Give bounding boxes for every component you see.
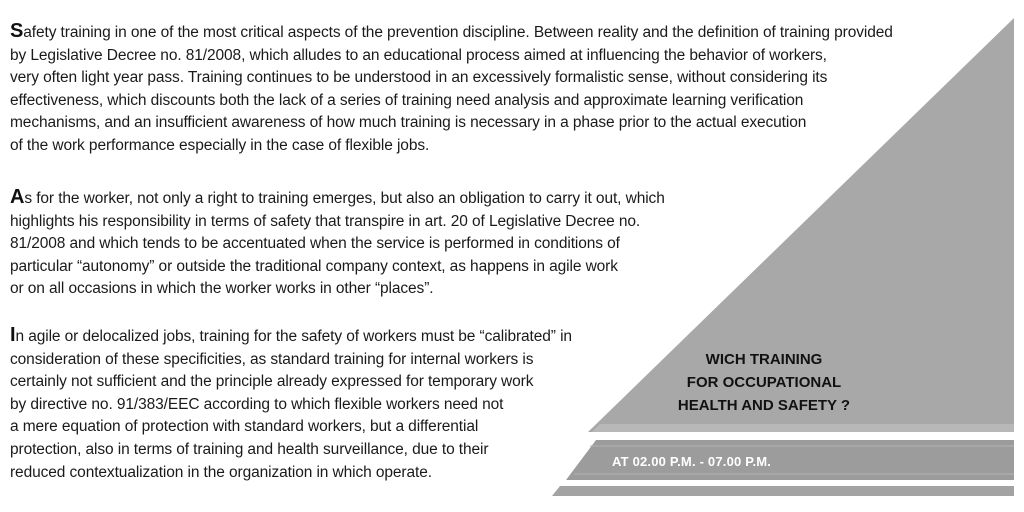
line-text: or on all occasions in which the worker works in other “places”. — [10, 280, 434, 298]
line-text: reduced contextualization in the organization in which operate. — [10, 463, 432, 481]
text-line — [10, 324, 572, 349]
line-text: protection, also in terms of training and health surveillance, due to their — [10, 440, 489, 458]
text-line — [10, 90, 893, 113]
headline-line: WICH TRAINING — [705, 351, 823, 368]
text-line — [10, 278, 665, 301]
headline-line: FOR OCCUPATIONAL — [686, 374, 842, 391]
event-headline — [640, 348, 888, 417]
line-text: consideration of these specificities, as standard training for internal workers is — [10, 350, 534, 368]
line-text: afety training in one of the most critical aspects of the prevention discipline. Between reality and the definition of training provided — [23, 24, 893, 41]
headline-line: HEALTH AND SAFETY ? — [677, 397, 851, 414]
bottom-band — [552, 486, 1014, 496]
line-text: s for the worker, not only a right to training emerges, but also an obligation to carry it out, which — [24, 190, 665, 207]
line-text: of the work performance especially in the case of flexible jobs. — [10, 136, 430, 154]
text-line — [10, 439, 572, 462]
drop-cap: I — [10, 324, 16, 346]
text-line — [10, 211, 665, 234]
text-line — [10, 394, 572, 417]
text-line — [10, 45, 893, 68]
text-line — [10, 112, 893, 135]
text-line — [10, 233, 665, 256]
line-text: a mere equation of protection with standard workers, but a differential — [10, 418, 479, 436]
drop-cap: S — [10, 20, 24, 42]
text-line — [10, 462, 572, 485]
text-line — [10, 416, 572, 439]
event-time-label: AT 02.00 P.M. - 07.00 P.M. — [612, 454, 772, 469]
line-text: mechanisms, and an insufficient awareness of how much training is necessary in a phase prior to the actual execution — [10, 114, 807, 132]
text-line — [10, 135, 893, 158]
line-text: particular “autonomy” or outside the traditional company context, as happens in agile work — [10, 257, 618, 275]
line-text: very often light year pass. Training continues to be understood in an excessively formalistic sense, without considering its — [10, 69, 828, 87]
line-text: by Legislative Decree no. 81/2008, which alludes to an educational process aimed at influencing the behavior of workers, — [10, 46, 827, 64]
line-text: by directive no. 91/383/EEC according to which flexible workers need not — [10, 395, 504, 413]
line-text: n agile or delocalized jobs, training for the safety of workers must be “calibrated” in — [15, 328, 572, 345]
text-line — [10, 186, 665, 211]
line-text: 81/2008 and which tends to be accentuated when the service is performed in conditions of — [10, 235, 620, 253]
text-line — [10, 20, 893, 45]
text-line — [10, 67, 893, 90]
text-line — [10, 349, 572, 372]
drop-cap: A — [10, 186, 25, 208]
text-line — [10, 371, 572, 394]
line-text: effectiveness, which discounts both the lack of a series of training need analysis and approximate learning verification — [10, 91, 804, 109]
line-text: highlights his responsibility in terms of safety that transpire in art. 20 of Legislative Decree no. — [10, 212, 641, 230]
paragraph-1 — [10, 20, 893, 158]
line-text: certainly not sufficient and the principle already expressed for temporary work — [10, 373, 534, 391]
text-line — [10, 256, 665, 279]
paragraph-3 — [10, 324, 572, 484]
triangle-highlight-strip — [592, 424, 1014, 432]
paragraph-2 — [10, 186, 665, 301]
